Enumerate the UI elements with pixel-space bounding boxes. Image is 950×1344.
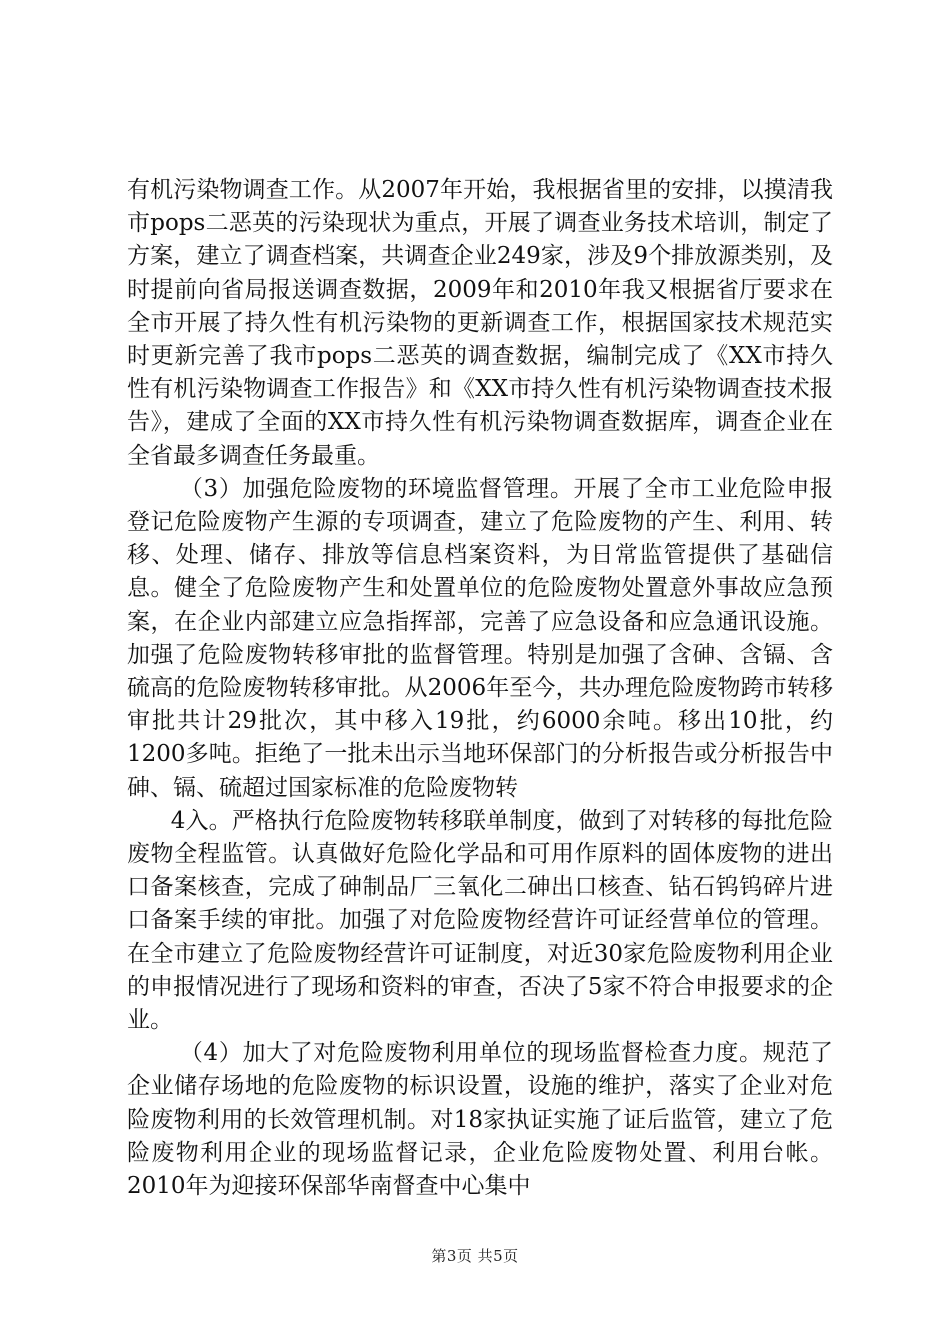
- paragraph-onsite-inspection: （4）加大了对危险废物利用单位的现场监督检查力度。规范了企业储存场地的危险废物的标识设置，设施的维护，落实了企业对危险废物利用的长效管理机制。对18家执证实施了证后监管，建立了危险废物利用企业的现场监督记录，企业危险废物处置、利用台帐。2010年为迎接环保部华南督查中心集中: [127, 1040, 833, 1200]
- paragraph-transfer-manifest: 4入。严格执行危险废物转移联单制度，做到了对转移的每批危险废物全程监管。认真做好危险化学品和可用作原料的固体废物的进出口备案核查，完成了砷制品厂三氧化二砷出口核查、钻石钨钨碎片进口备案手续的审批。加强了对危险废物经营许可证经营单位的管理。在全市建立了危险废物经营许可证制度，对近30家危险废物利用企业的申报情况进行了现场和资料的审查，否决了5家不符合申报要求的企业。: [127, 807, 833, 1034]
- page-footer: 第3页 共5页: [431, 1247, 519, 1265]
- paragraph-hazardous-waste-supervision: （3）加强危险废物的环境监督管理。开展了全市工业危险申报登记危险废物产生源的专项调查，建立了危险废物的产生、利用、转移、处理、储存、排放等信息档案资料，为日常监管提供了基础信息。健全了危险废物产生和处置单位的危险废物处置意外事故应急预案，在企业内部建立应急指挥部，完善了应急设备和应急通讯设施。加强了危险废物转移审批的监督管理。特别是加强了含砷、含镉、含硫高的危险废物转移审批。从2006年至今，共办理危险废物跨市转移审批共计29批次，其中移入19批，约6000余吨。移出10批，约1200多吨。拒绝了一批未出示当地环保部门的分析报告或分析报告中砷、镉、硫超过国家标准的危险废物转: [127, 475, 833, 801]
- paragraph-continued: 有机污染物调查工作。从2007年开始，我根据省里的安排，以摸清我市pops二恶英的污染现状为重点，开展了调查业务技术培训，制定了方案，建立了调查档案，共调查企业249家，涉及9个排放源类别，及时提前向省局报送调查数据，2009年和2010年我又根据省厅要求在全市开展了持久性有机污染物的更新调查工作，根据国家技术规范实时更新完善了我市pops二恶英的调查数据，编制完成了《XX市持久性有机污染物调查工作报告》和《XX市持久性有机污染物调查技术报告》，建成了全面的XX市持久性有机污染物调查数据库，调查企业在全省最多调查任务最重。: [127, 177, 833, 469]
- document-body: [127, 174, 833, 1203]
